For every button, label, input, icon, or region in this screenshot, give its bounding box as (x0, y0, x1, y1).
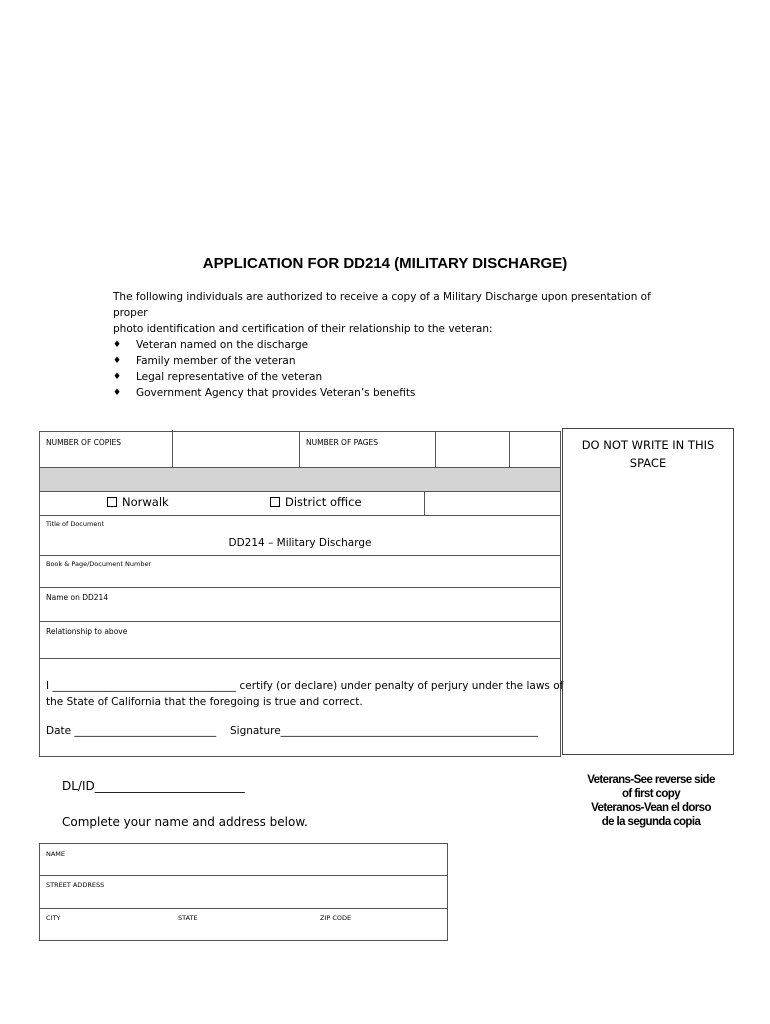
state-field[interactable] (172, 922, 312, 940)
office-use-box (562, 428, 734, 755)
diamond-bullet-icon: ♦ (113, 388, 122, 398)
relationship-label: Relationship to above (46, 627, 128, 636)
list-item: ♦ Family member of the veteran (113, 355, 296, 367)
zip-code-field[interactable] (314, 922, 447, 940)
address-form (39, 843, 448, 941)
title-of-document-value: DD214 – Military Discharge (228, 537, 372, 549)
street-address-field[interactable] (40, 889, 447, 907)
certification-text (46, 678, 563, 710)
date-field[interactable]: Date ___________________________ (46, 725, 217, 737)
book-page-label: Book & Page/Document Number (46, 560, 152, 568)
signature-field[interactable]: Signature_________________________________________________ (230, 725, 538, 737)
blank-cell-1 (436, 432, 508, 467)
office-use-line-2: SPACE (629, 456, 667, 470)
diamond-bullet-icon: ♦ (113, 340, 122, 350)
list-item: ♦ Government Agency that provides Veteran’s benefits (113, 387, 416, 399)
pages-field[interactable] (300, 445, 434, 467)
city-label: CITY (46, 914, 61, 922)
page-title: APPLICATION FOR DD214 (MILITARY DISCHARGE) (202, 255, 568, 272)
certification-line-2: the State of California that the foregoing is true and correct. (46, 696, 363, 708)
side-note-line-3: Veteranos-Vean el dorso (591, 802, 711, 814)
name-on-dd214-label: Name on DD214 (46, 593, 109, 602)
copies-label: NUMBER OF COPIES (46, 438, 122, 447)
intro-line-1: The following individuals are authorized to receive a copy of a Military Discharge upon presentation of proper (113, 291, 651, 319)
side-note-line-1: Veterans-See reverse side (587, 774, 715, 786)
street-address-label: STREET ADDRESS (46, 881, 105, 889)
norwalk-option[interactable]: Norwalk (107, 495, 169, 509)
dl-id-field[interactable]: DL/ID_________________________ (62, 779, 245, 793)
list-item: ♦ Legal representative of the veteran (113, 371, 323, 383)
gray-band (40, 468, 560, 491)
diamond-bullet-icon: ♦ (113, 356, 122, 366)
intro-line-2: photo identification and certification of their relationship to the veteran: (113, 323, 493, 335)
book-page-field[interactable] (40, 569, 560, 587)
reverse-side-note (570, 773, 732, 829)
side-note-line-4: de la segunda copia (601, 816, 701, 828)
zip-code-label: ZIP CODE (320, 914, 352, 922)
state-label: STATE (178, 914, 198, 922)
blank-cell-2 (510, 432, 560, 467)
diamond-bullet-icon: ♦ (113, 372, 122, 382)
complete-instructions: Complete your name and address below. (62, 815, 308, 829)
side-note-line-2: of first copy (621, 788, 680, 800)
name-label: NAME (46, 850, 66, 858)
title-of-document-label: Title of Document (46, 520, 105, 528)
intro-text (113, 289, 673, 337)
certification-line-1: I ___________________________________ certify (or declare) under penalty of perjury under the laws of (46, 680, 564, 692)
norwalk-checkbox[interactable] (107, 497, 117, 507)
authorized-list (113, 337, 415, 401)
request-form (39, 431, 564, 757)
office-use-line-1: DO NOT WRITE IN THIS (581, 438, 715, 452)
list-item: ♦ Veteran named on the discharge (113, 339, 309, 351)
name-field[interactable] (40, 858, 447, 875)
district-office-option[interactable]: District office (270, 495, 362, 509)
relationship-field[interactable] (40, 637, 560, 657)
city-field[interactable] (40, 922, 170, 940)
copies-field[interactable] (40, 445, 171, 467)
district-office-checkbox[interactable] (270, 497, 280, 507)
name-on-dd214-field[interactable] (40, 603, 560, 620)
pages-label: NUMBER OF PAGES (306, 438, 379, 447)
